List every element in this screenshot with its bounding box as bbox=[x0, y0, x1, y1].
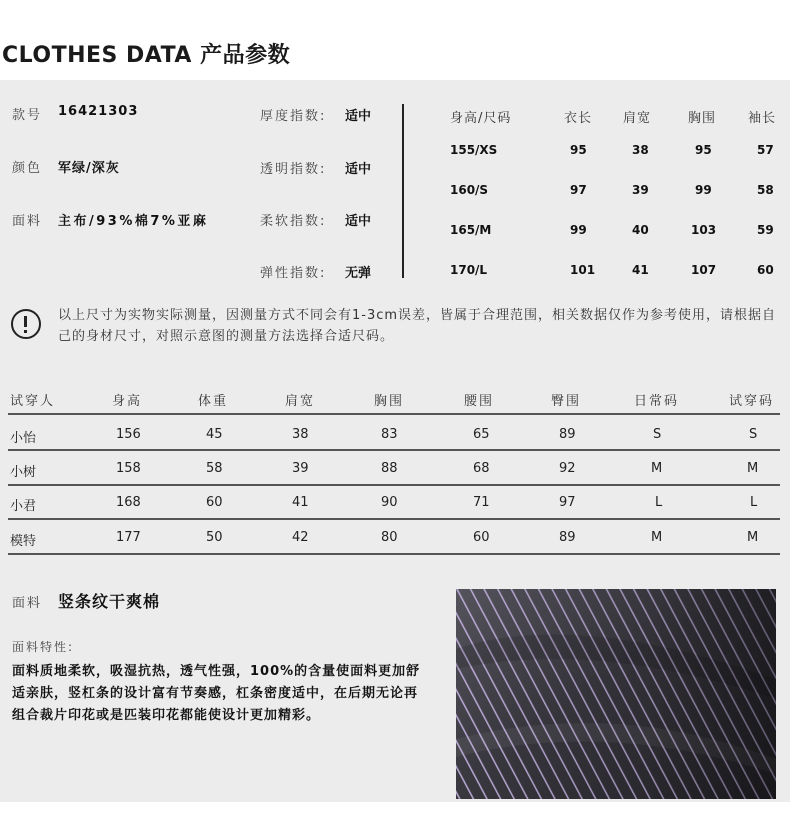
table-cell: 45 bbox=[206, 427, 223, 442]
color-value: 军绿/深灰 bbox=[58, 161, 120, 176]
size-cell: 107 bbox=[691, 263, 717, 277]
size-cell: 59 bbox=[757, 223, 774, 237]
fabric-section-label: 面料 bbox=[12, 596, 43, 611]
table-divider bbox=[8, 518, 780, 520]
size-cell: 38 bbox=[632, 143, 649, 157]
try-header-chest: 胸围 bbox=[374, 394, 405, 409]
table-cell: 92 bbox=[559, 461, 576, 476]
size-cell: 40 bbox=[632, 223, 649, 237]
color-label: 颜色 bbox=[12, 161, 43, 176]
table-cell: M bbox=[651, 461, 663, 476]
table-cell: 小树 bbox=[10, 465, 37, 480]
table-divider bbox=[8, 449, 780, 451]
size-header-length: 衣长 bbox=[564, 111, 593, 126]
size-cell: 57 bbox=[757, 143, 774, 157]
table-divider bbox=[8, 484, 780, 486]
table-cell: 88 bbox=[381, 461, 398, 476]
style-no-value: 16421303 bbox=[58, 104, 139, 119]
size-cell: 155/XS bbox=[450, 143, 498, 157]
page-title: CLOTHES DATA 产品参数 bbox=[2, 43, 291, 68]
thickness-index-value: 适中 bbox=[345, 109, 372, 124]
size-cell: 103 bbox=[691, 223, 717, 237]
table-cell: 90 bbox=[381, 495, 398, 510]
table-cell: 39 bbox=[292, 461, 309, 476]
try-header-person: 试穿人 bbox=[10, 394, 56, 409]
size-cell: 60 bbox=[757, 263, 774, 277]
fabric-features-text: 面料质地柔软，吸湿抗热，透气性强，100%的含量使面料更加舒适亲肤，竖杠条的设计富有节奏感，杠条密度适中，在后期无论再组合裁片印花或是匹装印花都能使设计更加精彩。 bbox=[12, 664, 421, 723]
fabric-label: 面料 bbox=[12, 214, 43, 229]
table-cell: 60 bbox=[473, 530, 490, 545]
table-cell: 50 bbox=[206, 530, 223, 545]
size-header-shoulder: 肩宽 bbox=[623, 111, 652, 126]
size-cell: 41 bbox=[632, 263, 649, 277]
table-cell: M bbox=[651, 530, 663, 545]
table-cell: 89 bbox=[559, 427, 576, 442]
table-cell: 60 bbox=[206, 495, 223, 510]
table-cell: S bbox=[749, 427, 758, 442]
table-cell: 65 bbox=[473, 427, 490, 442]
try-header-weight: 体重 bbox=[198, 394, 229, 409]
fabric-name: 竖条纹干爽棉 bbox=[58, 592, 161, 611]
fabric-value: 主布/93%棉7%亚麻 bbox=[58, 214, 209, 229]
softness-index-label: 柔软指数: bbox=[260, 214, 327, 229]
size-cell: 97 bbox=[570, 183, 587, 197]
elasticity-index-label: 弹性指数: bbox=[260, 266, 327, 281]
table-cell: 58 bbox=[206, 461, 223, 476]
size-cell: 170/L bbox=[450, 263, 488, 277]
try-header-hip: 臀围 bbox=[551, 394, 582, 409]
size-cell: 95 bbox=[695, 143, 712, 157]
size-cell: 165/M bbox=[450, 223, 492, 237]
size-cell: 160/S bbox=[450, 183, 489, 197]
table-cell: 71 bbox=[473, 495, 490, 510]
table-divider bbox=[8, 413, 780, 415]
size-cell: 95 bbox=[570, 143, 587, 157]
try-header-height: 身高 bbox=[112, 394, 143, 409]
table-divider bbox=[8, 553, 780, 555]
measurement-note: 以上尺寸为实物实际测量，因测量方式不同会有1-3cm误差，皆属于合理范围，相关数据仅作为参考使用，请根据自己的身材尺寸，对照示意图的测量方法选择合适尺码。 bbox=[58, 308, 777, 344]
table-cell: 小怡 bbox=[10, 431, 37, 446]
fabric-photo bbox=[456, 589, 776, 799]
try-header-shoulder: 肩宽 bbox=[285, 394, 316, 409]
table-cell: 68 bbox=[473, 461, 490, 476]
transparency-index-label: 透明指数: bbox=[260, 162, 327, 177]
table-cell: S bbox=[653, 427, 662, 442]
try-header-waist: 腰围 bbox=[464, 394, 495, 409]
table-cell: 177 bbox=[116, 530, 141, 545]
table-cell: L bbox=[655, 495, 663, 510]
table-cell: 89 bbox=[559, 530, 576, 545]
size-header-chest: 胸围 bbox=[688, 111, 717, 126]
elasticity-index-value: 无弹 bbox=[345, 266, 372, 281]
table-cell: 80 bbox=[381, 530, 398, 545]
table-cell: 97 bbox=[559, 495, 576, 510]
table-cell: 模特 bbox=[10, 534, 37, 549]
table-cell: 168 bbox=[116, 495, 141, 510]
table-cell: 42 bbox=[292, 530, 309, 545]
size-header-sleeve: 袖长 bbox=[748, 111, 777, 126]
size-cell: 101 bbox=[570, 263, 596, 277]
thickness-index-label: 厚度指数: bbox=[260, 109, 327, 124]
table-cell: 158 bbox=[116, 461, 141, 476]
size-cell: 58 bbox=[757, 183, 774, 197]
table-cell: 小君 bbox=[10, 499, 37, 514]
try-header-daily-size: 日常码 bbox=[634, 394, 680, 409]
table-cell: 41 bbox=[292, 495, 309, 510]
size-cell: 99 bbox=[695, 183, 712, 197]
style-no-label: 款号 bbox=[12, 108, 43, 123]
table-cell: 83 bbox=[381, 427, 398, 442]
size-header-height: 身高/尺码 bbox=[450, 111, 512, 126]
warning-icon bbox=[11, 309, 41, 339]
divider-vertical bbox=[402, 104, 404, 278]
table-cell: M bbox=[747, 530, 759, 545]
table-cell: 156 bbox=[116, 427, 141, 442]
softness-index-value: 适中 bbox=[345, 214, 372, 229]
size-cell: 99 bbox=[570, 223, 587, 237]
table-cell: 38 bbox=[292, 427, 309, 442]
table-cell: M bbox=[747, 461, 759, 476]
transparency-index-value: 适中 bbox=[345, 162, 372, 177]
size-cell: 39 bbox=[632, 183, 649, 197]
table-cell: L bbox=[750, 495, 758, 510]
try-header-try-size: 试穿码 bbox=[729, 394, 775, 409]
fabric-features-label: 面料特性: bbox=[12, 640, 75, 654]
